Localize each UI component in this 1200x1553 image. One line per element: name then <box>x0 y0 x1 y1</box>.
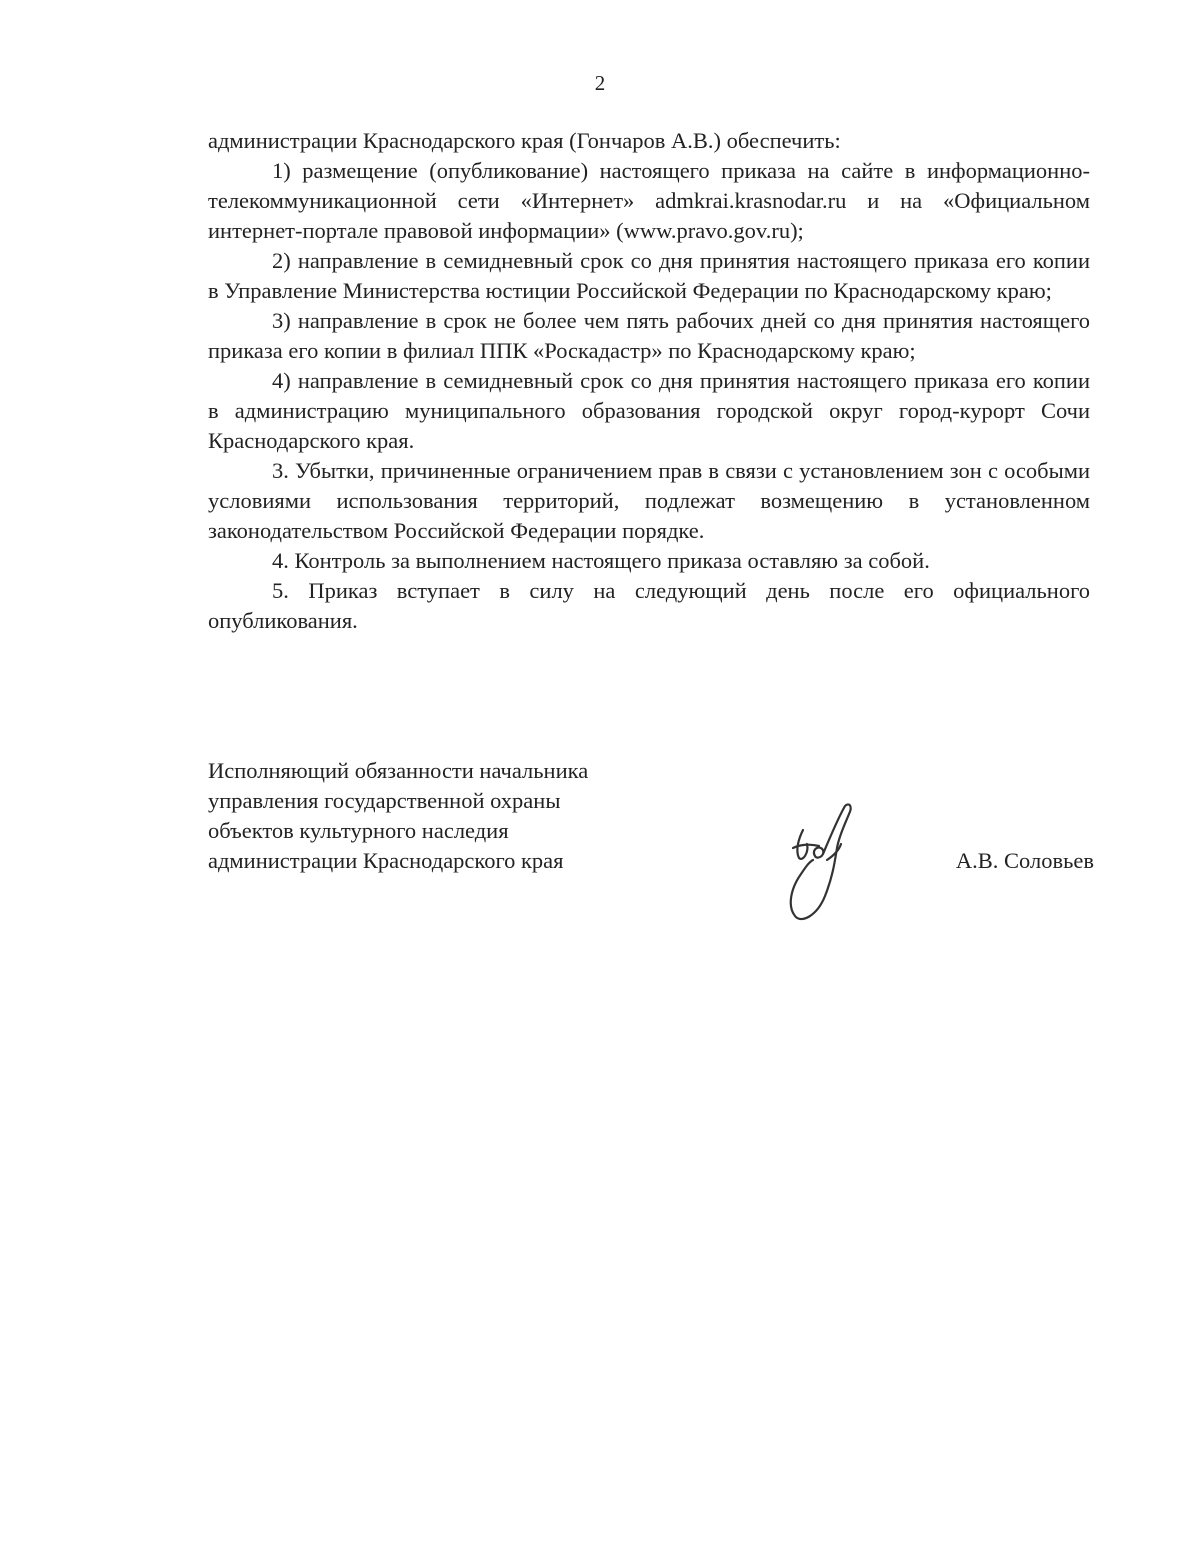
signer-name: А.В. Соловьев <box>955 848 1094 873</box>
paragraph-clause-5: 5. Приказ вступает в силу на следующий день после его официального опубликования. <box>208 578 1090 633</box>
paragraph-item-3: 3) направление в срок не более чем пять рабочих дней со дня принятия настоящего приказа его копии в филиал ППК «Роскадастр» по Краснодарскому краю; <box>208 308 1090 363</box>
paragraph-continuation: администрации Краснодарского края (Гончаров А.В.) обеспечить: <box>208 128 841 153</box>
paragraph-clause-4: 4. Контроль за выполнением настоящего приказа оставляю за собой. <box>272 548 930 573</box>
paragraph-clause-3: 3. Убытки, причиненные ограничением прав в связи с установлением зон с особыми условиями использования территорий, подлежат возмещению в установленном законодательством Российской Федерации порядке. <box>208 458 1090 543</box>
signatory-position <box>208 756 658 876</box>
position-line: объектов культурного наследия <box>208 818 509 843</box>
handwritten-signature <box>775 800 875 930</box>
page-number: 2 <box>594 71 606 95</box>
paragraph-item-1: 1) размещение (опубликование) настоящего приказа на сайте в информационно-телекоммуникационной сети «Интернет» admkrai.krasnodar.ru и на «Официальном интернет-портале правовой информации» (www.pravo.gov.ru); <box>208 158 1090 243</box>
position-line: Исполняющий обязанности начальника <box>208 758 589 783</box>
order-body <box>208 126 1090 636</box>
position-line: администрации Краснодарского края <box>208 848 564 873</box>
paragraph-item-2: 2) направление в семидневный срок со дня принятия настоящего приказа его копии в Управление Министерства юстиции Российской Федерации по Краснодарскому краю; <box>208 248 1090 303</box>
paragraph-item-4: 4) направление в семидневный срок со дня принятия настоящего приказа его копии в администрацию муниципального образования городской округ город-курорт Сочи Краснодарского края. <box>208 368 1090 453</box>
position-line: управления государственной охраны <box>208 788 561 813</box>
